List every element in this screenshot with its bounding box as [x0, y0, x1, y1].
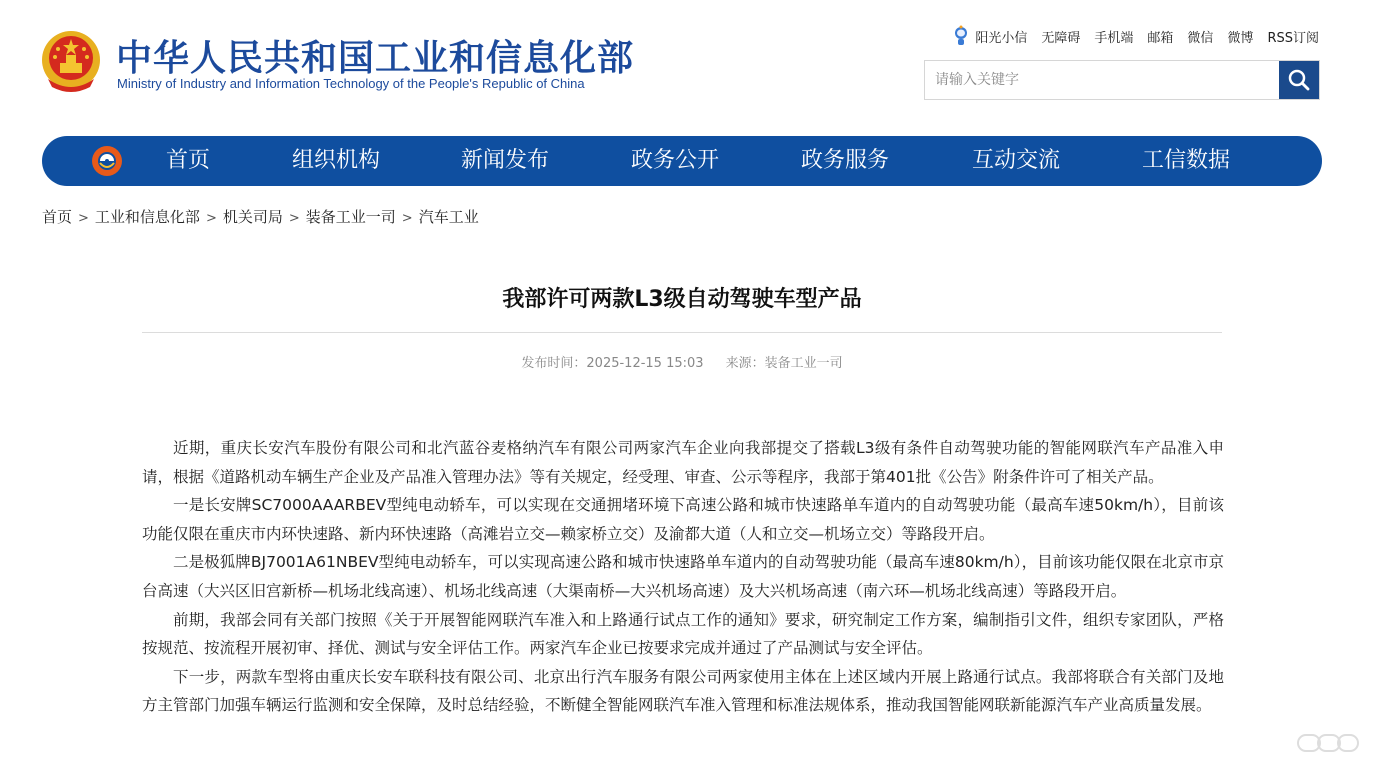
link-wechat[interactable]: 微信	[1187, 30, 1214, 46]
nav-item-organization[interactable]: 组织机构	[292, 148, 381, 173]
article-paragraph: 二是极狐牌BJ7001A61NBEV型纯电动轿车，可以实现高速公路和城市快速路单车道内的自动驾驶功能（最高车速80km/h），目前该功能仅限在北京市京台高速（大兴区旧宫新桥—机场北线高速）、机场北线高速（大渠南桥—大兴机场高速）及大兴机场高速（南六环—机场北线高速）等路段开启。	[142, 553, 1224, 600]
article-source: 来源：装备工业一司	[725, 356, 843, 371]
nav-item-news[interactable]: 新闻发布	[461, 148, 550, 173]
article-paragraph: 前期，我部会同有关部门按照《关于开展智能网联汽车准入和上路通行试点工作的通知》要求，研究制定工作方案，编制指引文件，组织专家团队，严格按规范、按流程开展初审、择优、测试与安全评估工作。两家汽车企业已按要求完成并通过了产品测试与安全评估。	[142, 610, 1224, 658]
search-input[interactable]	[925, 61, 1279, 99]
watermark-logo-icon	[1296, 731, 1360, 755]
link-weibo[interactable]: 微博	[1227, 30, 1254, 46]
article-paragraph: 下一步，两款车型将由重庆长安车联科技有限公司、北京出行汽车服务有限公司两家使用主体在上述区域内开展上路通行试点。我部将联合有关部门及地方主管部门加强车辆运行监测和安全保障，及时总结经验，不断健全智能网联汽车准入管理和标准法规体系，推动我国智能网联新能源汽车产业高质量发展。	[142, 667, 1224, 715]
search-icon	[1287, 68, 1311, 92]
breadcrumb-automotive[interactable]: 汽车工业	[418, 208, 479, 226]
breadcrumb-separator-icon: >	[288, 211, 300, 226]
article-body	[142, 434, 1224, 720]
link-rss[interactable]: RSS订阅	[1267, 30, 1319, 46]
search-button[interactable]	[1279, 61, 1319, 99]
breadcrumb-ministry[interactable]: 工业和信息化部	[94, 208, 200, 226]
link-accessibility[interactable]: 无障碍	[1041, 30, 1081, 46]
article-title: 我部许可两款L3级自动驾驶车型产品	[502, 287, 862, 312]
site-title-english: Ministry of Industry and Information Technology of the People's Republic of China	[117, 76, 585, 91]
title-divider	[142, 332, 1222, 333]
breadcrumb-separator-icon: >	[78, 211, 89, 226]
nav-item-data[interactable]: 工信数据	[1142, 148, 1231, 173]
breadcrumb-separator-icon: >	[401, 211, 413, 226]
mascot-icon	[953, 25, 969, 47]
link-sunshine[interactable]: 阳光小信	[975, 30, 1028, 46]
top-links	[953, 25, 1319, 47]
miit-logo-icon	[90, 144, 124, 178]
nav-item-government-services[interactable]: 政务服务	[801, 148, 890, 173]
breadcrumb-departments[interactable]: 机关司局	[222, 208, 283, 226]
article-paragraph: 一是长安牌SC7000AAARBEV型纯电动轿车，可以实现在交通拥堵环境下高速公路和城市快速路单车道内的自动驾驶功能（最高车速50km/h），目前该功能仅限在重庆市内环快速路、新内环快速路（高滩岩立交—赖家桥立交）及渝都大道（人和立交—机场立交）等路段开启。	[142, 496, 1224, 543]
publish-time: 发布时间：2025-12-15 15:03	[521, 356, 704, 371]
main-nav	[42, 136, 1322, 186]
article-meta	[142, 352, 1222, 371]
breadcrumb-home[interactable]: 首页	[42, 208, 73, 226]
nav-item-interaction[interactable]: 互动交流	[972, 148, 1061, 173]
site-title[interactable]: 中华人民共和国工业和信息化部	[116, 38, 635, 79]
breadcrumb-equipment-dept[interactable]: 装备工业一司	[305, 208, 396, 226]
link-mailbox[interactable]: 邮箱	[1147, 30, 1174, 46]
breadcrumb-separator-icon: >	[205, 211, 217, 226]
breadcrumb	[42, 206, 479, 227]
national-emblem-icon	[40, 29, 102, 95]
nav-item-government-affairs[interactable]: 政务公开	[631, 148, 720, 173]
search-box	[924, 60, 1320, 100]
nav-item-home[interactable]: 首页	[166, 148, 211, 173]
article-paragraph: 近期，重庆长安汽车股份有限公司和北汽蓝谷麦格纳汽车有限公司两家汽车企业向我部提交了搭载L3级有条件自动驾驶功能的智能网联汽车产品准入申请，根据《道路机动车辆生产企业及产品准入管理办法》等有关规定，经受理、审查、公示等程序，我部于第401批《公告》附条件许可了相关产品。	[142, 439, 1224, 486]
link-mobile[interactable]: 手机端	[1094, 30, 1134, 46]
